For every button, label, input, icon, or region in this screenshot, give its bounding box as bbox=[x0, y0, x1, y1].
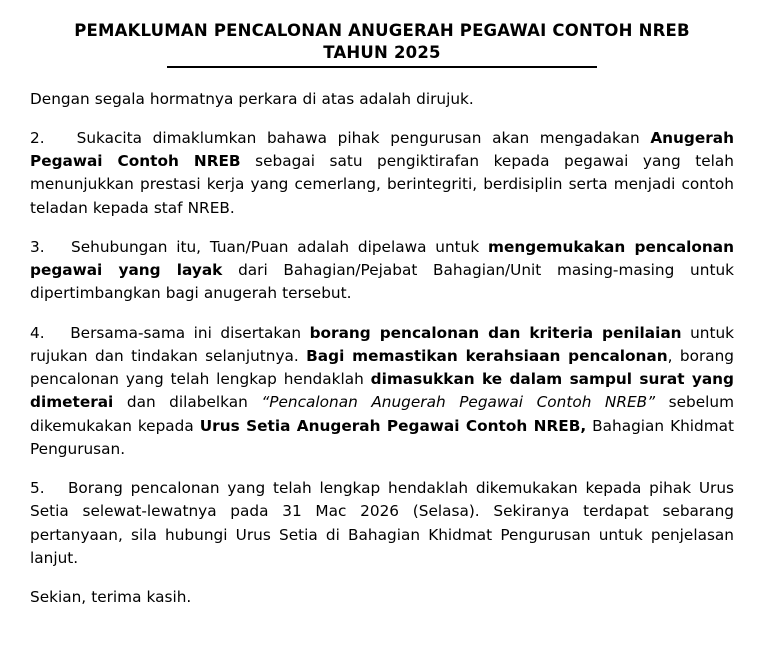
title-underline-divider bbox=[167, 66, 597, 68]
paragraph-3-segment-1: Sehubungan itu, Tuan/Puan adalah dipelawa untuk bbox=[71, 237, 480, 256]
paragraph-4-bold-confidentiality: Bagi memastikan kerahsiaan pencalonan bbox=[306, 346, 668, 365]
paragraph-3 bbox=[30, 236, 734, 306]
paragraph-4-segment-3: , borang pencalonan yang telah lengkap hendaklah bbox=[30, 346, 735, 389]
paragraph-closing-text: Sekian, terima kasih. bbox=[30, 588, 192, 607]
paragraph-3-segment-2: dari Bahagian/Pejabat Bahagian/Unit masing-masing untuk dipertimbangkan bagi anugerah tersebut. bbox=[30, 261, 734, 303]
paragraph-3-number: 3. bbox=[30, 237, 45, 256]
paragraph-4-segment-2: untuk rujukan dan tindakan selanjutnya. bbox=[30, 323, 735, 365]
paragraph-intro-text: Dengan segala hormatnya perkara di atas adalah dirujuk. bbox=[30, 89, 474, 108]
paragraph-3-bold-nomination-call: mengemukakan pencalonan pegawai yang layak bbox=[30, 237, 734, 280]
paragraph-4-segment-5: sebelum dikemukakan kepada bbox=[30, 393, 734, 435]
paragraph-5 bbox=[30, 477, 734, 570]
paragraph-2-number: 2. bbox=[30, 128, 45, 147]
paragraph-5-text: Borang pencalonan yang telah lengkap hendaklah dikemukakan kepada pihak Urus Setia selewat-lewatnya pada 31 Mac 2026 (Selasa). Sekiranya terdapat sebarang pertanyaan, sila hubungi Urus Setia di Bahagian Khidmat Pengurusan untuk penjelasan lanjut. bbox=[30, 479, 734, 567]
paragraph-intro bbox=[30, 88, 734, 111]
paragraph-4-bold-secretariat: Urus Setia Anugerah Pegawai Contoh NREB, bbox=[199, 416, 587, 435]
paragraph-4 bbox=[30, 322, 734, 462]
paragraph-2-bold-award-name: Anugerah Pegawai Contoh NREB bbox=[30, 128, 735, 171]
paragraph-2-segment-1: Sukacita dimaklumkan bahawa pihak pengurusan akan mengadakan bbox=[76, 128, 640, 147]
page-title-line-2: TAHUN 2025 bbox=[323, 43, 441, 63]
paragraph-4-italic-label-text: “Pencalonan Anugerah Pegawai Contoh NREB” bbox=[261, 393, 656, 412]
paragraph-4-segment-1: Bersama-sama ini disertakan bbox=[70, 323, 302, 342]
paragraph-4-segment-6: Bahagian Khidmat Pengurusan. bbox=[30, 416, 735, 458]
page-title bbox=[36, 20, 728, 65]
paragraph-2 bbox=[30, 127, 734, 220]
paragraph-2-segment-2: sebagai satu pengiktirafan kepada pegawai yang telah menunjukkan prestasi kerja yang cemerlang, berintegriti, berdisiplin serta menjadi contoh teladan kepada staf NREB. bbox=[30, 152, 735, 217]
paragraph-4-number: 4. bbox=[30, 323, 45, 342]
document-body bbox=[30, 88, 734, 610]
paragraph-4-segment-4: dan dilabelkan bbox=[126, 393, 248, 412]
paragraph-4-bold-forms-criteria: borang pencalonan dan kriteria penilaian bbox=[309, 323, 682, 342]
paragraph-4-bold-sealed-envelope: dimasukkan ke dalam sampul surat yang dimeterai bbox=[30, 370, 734, 412]
page-title-line-1: PEMAKLUMAN PENCALONAN ANUGERAH PEGAWAI CONTOH NREB bbox=[74, 21, 690, 40]
paragraph-5-number: 5. bbox=[30, 479, 45, 498]
paragraph-closing bbox=[30, 586, 734, 609]
